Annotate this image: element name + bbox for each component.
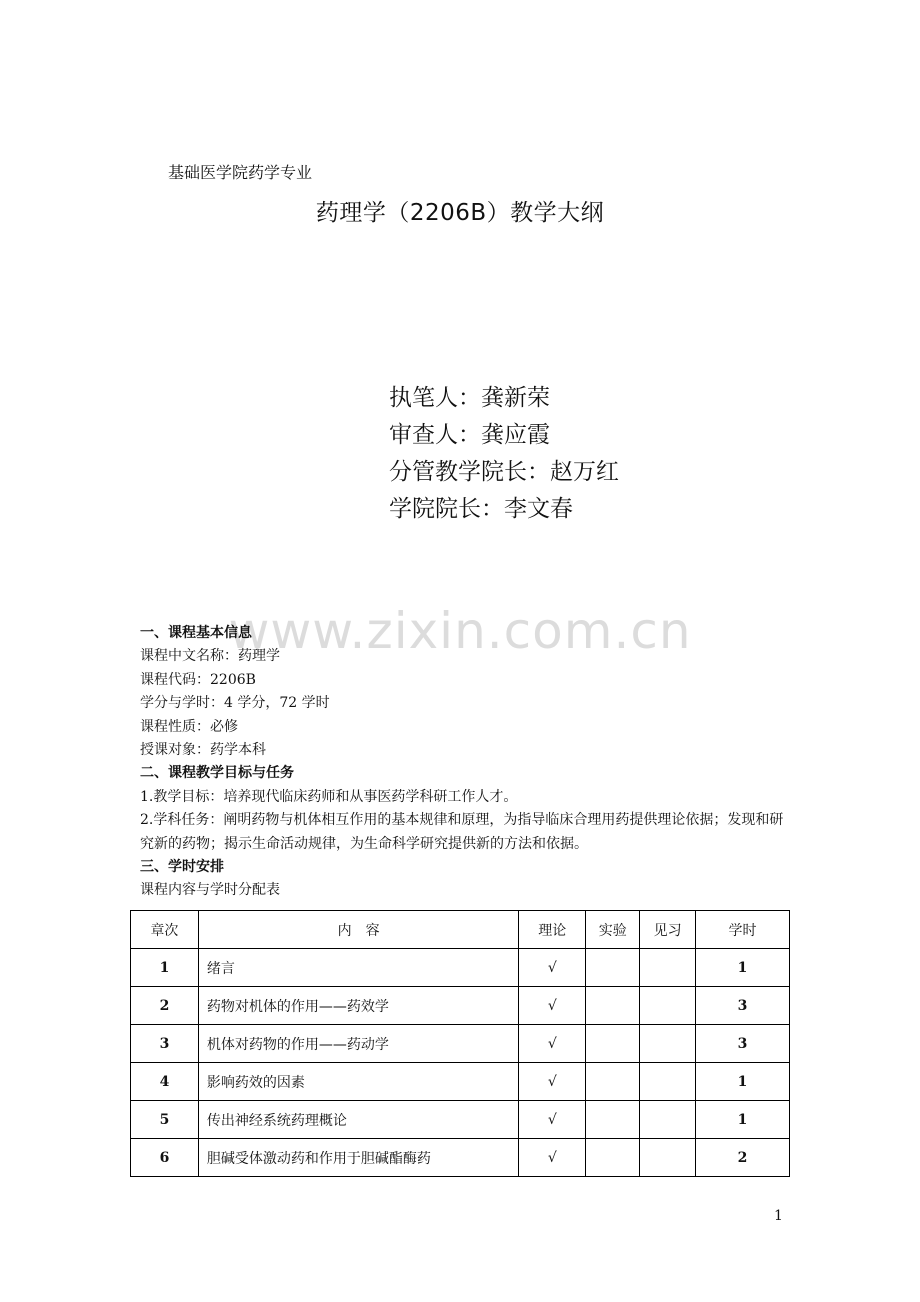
author-vice-dean: 分管教学院长：赵万红 bbox=[389, 459, 619, 485]
theory-cell: √ bbox=[519, 987, 586, 1025]
theory-cell: √ bbox=[519, 1139, 586, 1177]
content-cell: 药物对机体的作用——药效学 bbox=[198, 987, 518, 1025]
hours-cell: 2 bbox=[696, 1139, 790, 1177]
table-row bbox=[131, 1139, 790, 1177]
header-lab: 实验 bbox=[586, 911, 640, 949]
content-cell: 机体对药物的作用——药动学 bbox=[198, 1025, 518, 1063]
table-row bbox=[131, 1101, 790, 1139]
lab-cell bbox=[586, 1025, 640, 1063]
lab-cell bbox=[586, 1101, 640, 1139]
theory-cell: √ bbox=[519, 1101, 586, 1139]
chapter-cell: 5 bbox=[131, 1101, 199, 1139]
table-header-row bbox=[131, 911, 790, 949]
watermark: www.zixin.com.cn bbox=[228, 602, 692, 660]
table-caption: 课程内容与学时分配表 bbox=[140, 882, 280, 899]
practice-cell bbox=[640, 1139, 696, 1177]
content-cell: 传出神经系统药理概论 bbox=[198, 1101, 518, 1139]
chapter-cell: 2 bbox=[131, 987, 199, 1025]
course-code: 课程代码：2206B bbox=[140, 671, 256, 688]
hours-allocation-table bbox=[130, 910, 790, 1177]
table-row bbox=[131, 949, 790, 987]
header-content: 内 容 bbox=[198, 911, 518, 949]
authors-block bbox=[389, 380, 619, 528]
lab-cell bbox=[586, 949, 640, 987]
author-dean: 学院院长：李文春 bbox=[389, 496, 573, 522]
course-credits: 学分与学时：4 学分，72 学时 bbox=[140, 695, 330, 712]
practice-cell bbox=[640, 949, 696, 987]
hours-cell: 1 bbox=[696, 949, 790, 987]
practice-cell bbox=[640, 987, 696, 1025]
hours-cell: 3 bbox=[696, 987, 790, 1025]
lab-cell bbox=[586, 1139, 640, 1177]
lab-cell bbox=[586, 987, 640, 1025]
theory-cell: √ bbox=[519, 1025, 586, 1063]
table-row bbox=[131, 1025, 790, 1063]
author-reviewer: 审查人：龚应霞 bbox=[389, 422, 550, 448]
course-nature: 课程性质：必修 bbox=[140, 718, 238, 735]
header-hours: 学时 bbox=[696, 911, 790, 949]
lab-cell bbox=[586, 1063, 640, 1101]
chapter-cell: 4 bbox=[131, 1063, 199, 1101]
header-theory: 理论 bbox=[519, 911, 586, 949]
header-practice: 见习 bbox=[640, 911, 696, 949]
practice-cell bbox=[640, 1063, 696, 1101]
chapter-cell: 3 bbox=[131, 1025, 199, 1063]
department-line: 基础医学院药学专业 bbox=[168, 163, 313, 182]
hours-cell: 1 bbox=[696, 1063, 790, 1101]
table-row bbox=[131, 987, 790, 1025]
theory-cell: √ bbox=[519, 949, 586, 987]
course-audience: 授课对象：药学本科 bbox=[140, 742, 266, 759]
chapter-cell: 6 bbox=[131, 1139, 199, 1177]
hours-cell: 3 bbox=[696, 1025, 790, 1063]
practice-cell bbox=[640, 1101, 696, 1139]
table-row bbox=[131, 1063, 790, 1101]
document-title: 药理学（2206B）教学大纲 bbox=[315, 200, 605, 226]
course-info bbox=[140, 622, 790, 903]
section-heading-goals: 二、课程教学目标与任务 bbox=[140, 765, 294, 782]
theory-cell: √ bbox=[519, 1063, 586, 1101]
subject-task: 2.学科任务：阐明药物与机体相互作用的基本规律和原理，为指导临床合理用药提供理论依据；发现和研究新的药物；揭示生命活动规律，为生命科学研究提供新的方法和依据。 bbox=[140, 812, 784, 852]
section-heading-schedule: 三、学时安排 bbox=[140, 859, 224, 876]
author-writer: 执笔人：龚新荣 bbox=[389, 385, 550, 411]
section-heading-basic-info: 一、课程基本信息 bbox=[140, 625, 252, 641]
page-number: 1 bbox=[774, 1208, 783, 1224]
chapter-cell: 1 bbox=[131, 949, 199, 987]
content-cell: 影响药效的因素 bbox=[198, 1063, 518, 1101]
header-chapter: 章次 bbox=[131, 911, 199, 949]
hours-cell: 1 bbox=[696, 1101, 790, 1139]
content-cell: 绪言 bbox=[198, 949, 518, 987]
practice-cell bbox=[640, 1025, 696, 1063]
course-name: 课程中文名称：药理学 bbox=[140, 648, 280, 665]
teaching-goal: 1.教学目标：培养现代临床药师和从事医药学科研工作人才。 bbox=[140, 788, 518, 805]
content-cell: 胆碱受体激动药和作用于胆碱酯酶药 bbox=[198, 1139, 518, 1177]
